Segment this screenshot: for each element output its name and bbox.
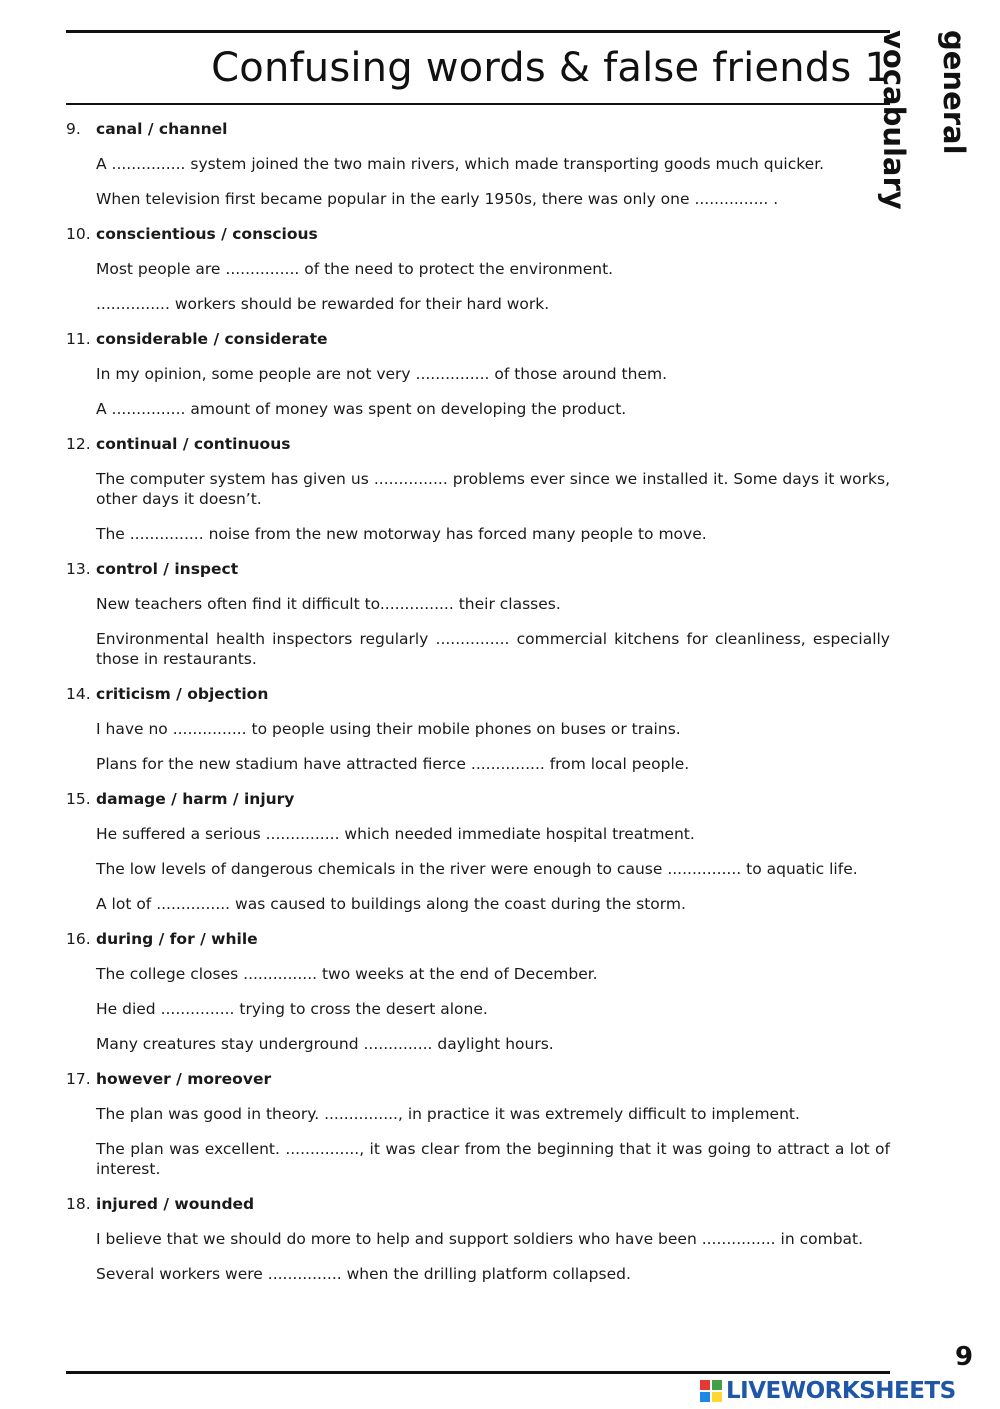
exercise-heading [66,329,890,349]
bottom-rule [66,1371,890,1374]
gap-sentence: He died ............... trying to cross the desert alone. [96,1000,488,1018]
exercise-heading [66,684,890,704]
exercise-number: 16. [66,930,91,948]
exercise-item [66,1069,890,1179]
exercise-item [66,789,890,914]
word-pair: continual / continuous [96,435,291,453]
title-rule [66,103,890,105]
exercise-item [66,684,890,774]
exercise-item [66,434,890,544]
gap-sentence: Environmental health inspectors regularly ............... commercial kitchens for cleanliness, especially those in restaurants. [96,630,890,668]
gap-sentence: The low levels of dangerous chemicals in the river were enough to cause ............... to aquatic life. [96,860,858,878]
gap-sentence: A ............... amount of money was spent on developing the product. [96,400,627,418]
gap-sentence: A lot of ............... was caused to buildings along the coast during the storm. [96,895,686,913]
exercise-heading [66,789,890,809]
exercise-heading [66,434,890,454]
word-pair: injured / wounded [96,1195,255,1213]
brand-name: LIVEWORKSHEETS [726,1378,956,1404]
exercise-item [66,224,890,314]
gap-sentence: I believe that we should do more to help and support soldiers who have been ............... in combat. [96,1230,864,1248]
exercise-item [66,929,890,1054]
exercise-item [66,119,890,209]
gap-sentence: ............... workers should be rewarded for their hard work. [96,295,550,313]
gap-sentence: The ............... noise from the new motorway has forced many people to move. [96,525,707,543]
exercise-number: 13. [66,560,91,578]
word-pair: during / for / while [96,930,258,948]
word-pair: control / inspect [96,560,239,578]
word-pair: considerable / considerate [96,330,328,348]
gap-sentence: The computer system has given us ............... problems ever since we installed it. Some days it works, other days it doesn’t. [96,470,890,508]
exercise-heading [66,119,890,139]
exercise-number: 10. [66,225,91,243]
gap-sentence: Many creatures stay underground .............. daylight hours. [96,1035,554,1053]
exercise-number: 14. [66,685,91,703]
exercise-heading [66,929,890,949]
gap-sentence: He suffered a serious ............... which needed immediate hospital treatment. [96,825,695,843]
word-pair: however / moreover [96,1070,272,1088]
section-side-label: general vocabulary [877,30,971,210]
page-number: 9 [955,1342,974,1372]
exercise-heading [66,1069,890,1089]
brand-footer[interactable] [700,1378,956,1404]
exercise-number: 18. [66,1195,91,1213]
gap-sentence: A ............... system joined the two main rivers, which made transporting goods much quicker. [96,155,825,173]
exercise-number: 15. [66,790,91,808]
gap-sentence: Several workers were ............... when the drilling platform collapsed. [96,1265,631,1283]
word-pair: criticism / objection [96,685,269,703]
gap-sentence: The plan was excellent. ..............., it was clear from the beginning that it was going to attract a lot of interest. [96,1140,890,1178]
exercise-heading [66,224,890,244]
top-rule [66,30,890,33]
gap-sentence: When television first became popular in the early 1950s, there was only one ............... . [96,190,779,208]
liveworksheets-logo-icon [700,1380,722,1402]
gap-sentence: In my opinion, some people are not very ............... of those around them. [96,365,668,383]
word-pair: damage / harm / injury [96,790,295,808]
exercise-item [66,1194,890,1284]
exercise-number: 17. [66,1070,91,1088]
exercise-heading [66,559,890,579]
gap-sentence: New teachers often find it difficult to............... their classes. [96,595,561,613]
gap-sentence: The plan was good in theory. ..............., in practice it was extremely difficult to implement. [96,1105,800,1123]
exercise-number: 9. [66,120,81,138]
word-pair: canal / channel [96,120,228,138]
exercise-number: 12. [66,435,91,453]
word-pair: conscientious / conscious [96,225,318,243]
exercise-item [66,329,890,419]
page-title: Confusing words & false friends 1 [211,45,890,91]
exercise-item [66,559,890,669]
exercise-number: 11. [66,330,91,348]
gap-sentence: The college closes ............... two weeks at the end of December. [96,965,598,983]
gap-sentence: Most people are ............... of the need to protect the environment. [96,260,614,278]
exercise-heading [66,1194,890,1214]
exercise-list [66,119,890,1299]
gap-sentence: Plans for the new stadium have attracted fierce ............... from local people. [96,755,690,773]
gap-sentence: I have no ............... to people using their mobile phones on buses or trains. [96,720,681,738]
